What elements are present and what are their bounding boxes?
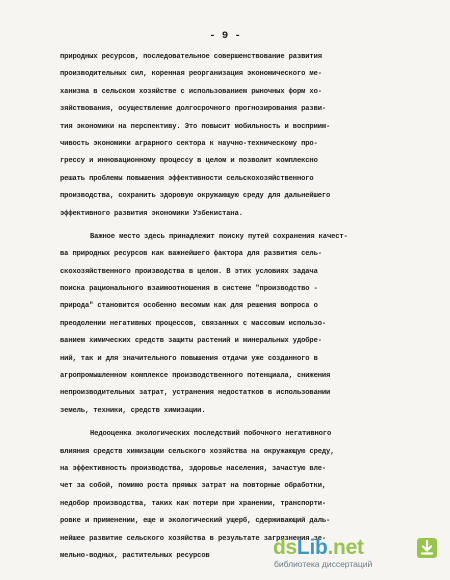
- text-line: природа" становится особенно весомым как для решения вопроса о: [60, 302, 318, 311]
- text-line: поиска рационального взаимоотношения в системе "производство -: [60, 285, 318, 294]
- text-line: производства, сохранить здоровую окружающую среду для дальнейшего: [60, 192, 331, 201]
- text-line: решать проблемы повышения эффективности сельскохозяйственного: [60, 174, 314, 183]
- text-line: зяйствования, осуществление долгосрочного прогнозирования разви-: [60, 105, 327, 114]
- text-line: природных ресурсов, последовательное совершенствование развития: [60, 53, 322, 61]
- paragraph-1: [60, 49, 410, 223]
- text-line: тия экономики на перспективу. Это повысит мобильность и восприим-: [60, 122, 331, 131]
- text-line: грессу и инновационному процессу в целом и позволит комплексно: [60, 157, 318, 166]
- text-line: чет за собой, помимо роста прямых затрат на повторные обработки,: [60, 482, 327, 491]
- watermark-logo: dsLib.net: [273, 536, 364, 559]
- text-line: влияния средств химизации сельского хозяйства на окружающую среду,: [60, 447, 335, 456]
- text-line: производительных сил, коренная реорганизация экономического ме-: [60, 70, 322, 79]
- text-line: Важное место здесь принадлежит поиску путей сохранения качест-: [90, 232, 348, 241]
- body-text: [60, 49, 410, 565]
- text-line: ний, так и для значительного повышения отдачи уже созданного в: [60, 354, 318, 363]
- text-line: агропромышленном комплексе производственного потенциала, снижения: [60, 372, 331, 381]
- text-line: Недооценка экологических последствий побочного негативного: [90, 430, 332, 439]
- watermark-tagline: библиотека диссертаций: [274, 559, 373, 569]
- text-line: на эффективность производства, здоровье населения, зачастую вле-: [60, 464, 327, 473]
- text-line: непроизводительных затрат, устранения недостатков в использовании: [60, 389, 331, 398]
- text-line: скохозяйственного производства в целом. В этих условиях задача: [60, 267, 318, 276]
- download-arrow-icon: [416, 537, 438, 559]
- text-line: ва природных ресурсов как важнейшего фактора для развития сель-: [60, 250, 322, 259]
- text-line: ванием химических средств защиты растений и минеральных удобре-: [60, 337, 322, 346]
- text-line: недобор производства, таких как потери при хранении, транспорти-: [60, 499, 327, 508]
- text-line: земель, техники, средств химизации.: [60, 406, 206, 415]
- text-line: ровке и применении, еще и экологический ущерб, сдерживающий даль-: [60, 517, 331, 526]
- paragraph-2: [60, 229, 410, 420]
- text-line: ханизма в сельском хозяйстве с использованием рыночных форм хо-: [60, 87, 322, 96]
- text-line: эффективного развития экономики Узбекистана.: [60, 209, 243, 218]
- dslib-watermark: [273, 534, 438, 572]
- text-line: чивость экономики аграрного сектора к научно-техническому про-: [60, 139, 318, 148]
- text-line: преодолении негативных процессов, связанных с массовым использо-: [60, 319, 327, 328]
- page-number: - 9 -: [209, 30, 241, 42]
- text-line: мельно-водных, растительных ресурсов: [60, 551, 210, 560]
- text-line: нейшее развитие сельского хозяйства в результате загрязнения зе-: [60, 534, 327, 543]
